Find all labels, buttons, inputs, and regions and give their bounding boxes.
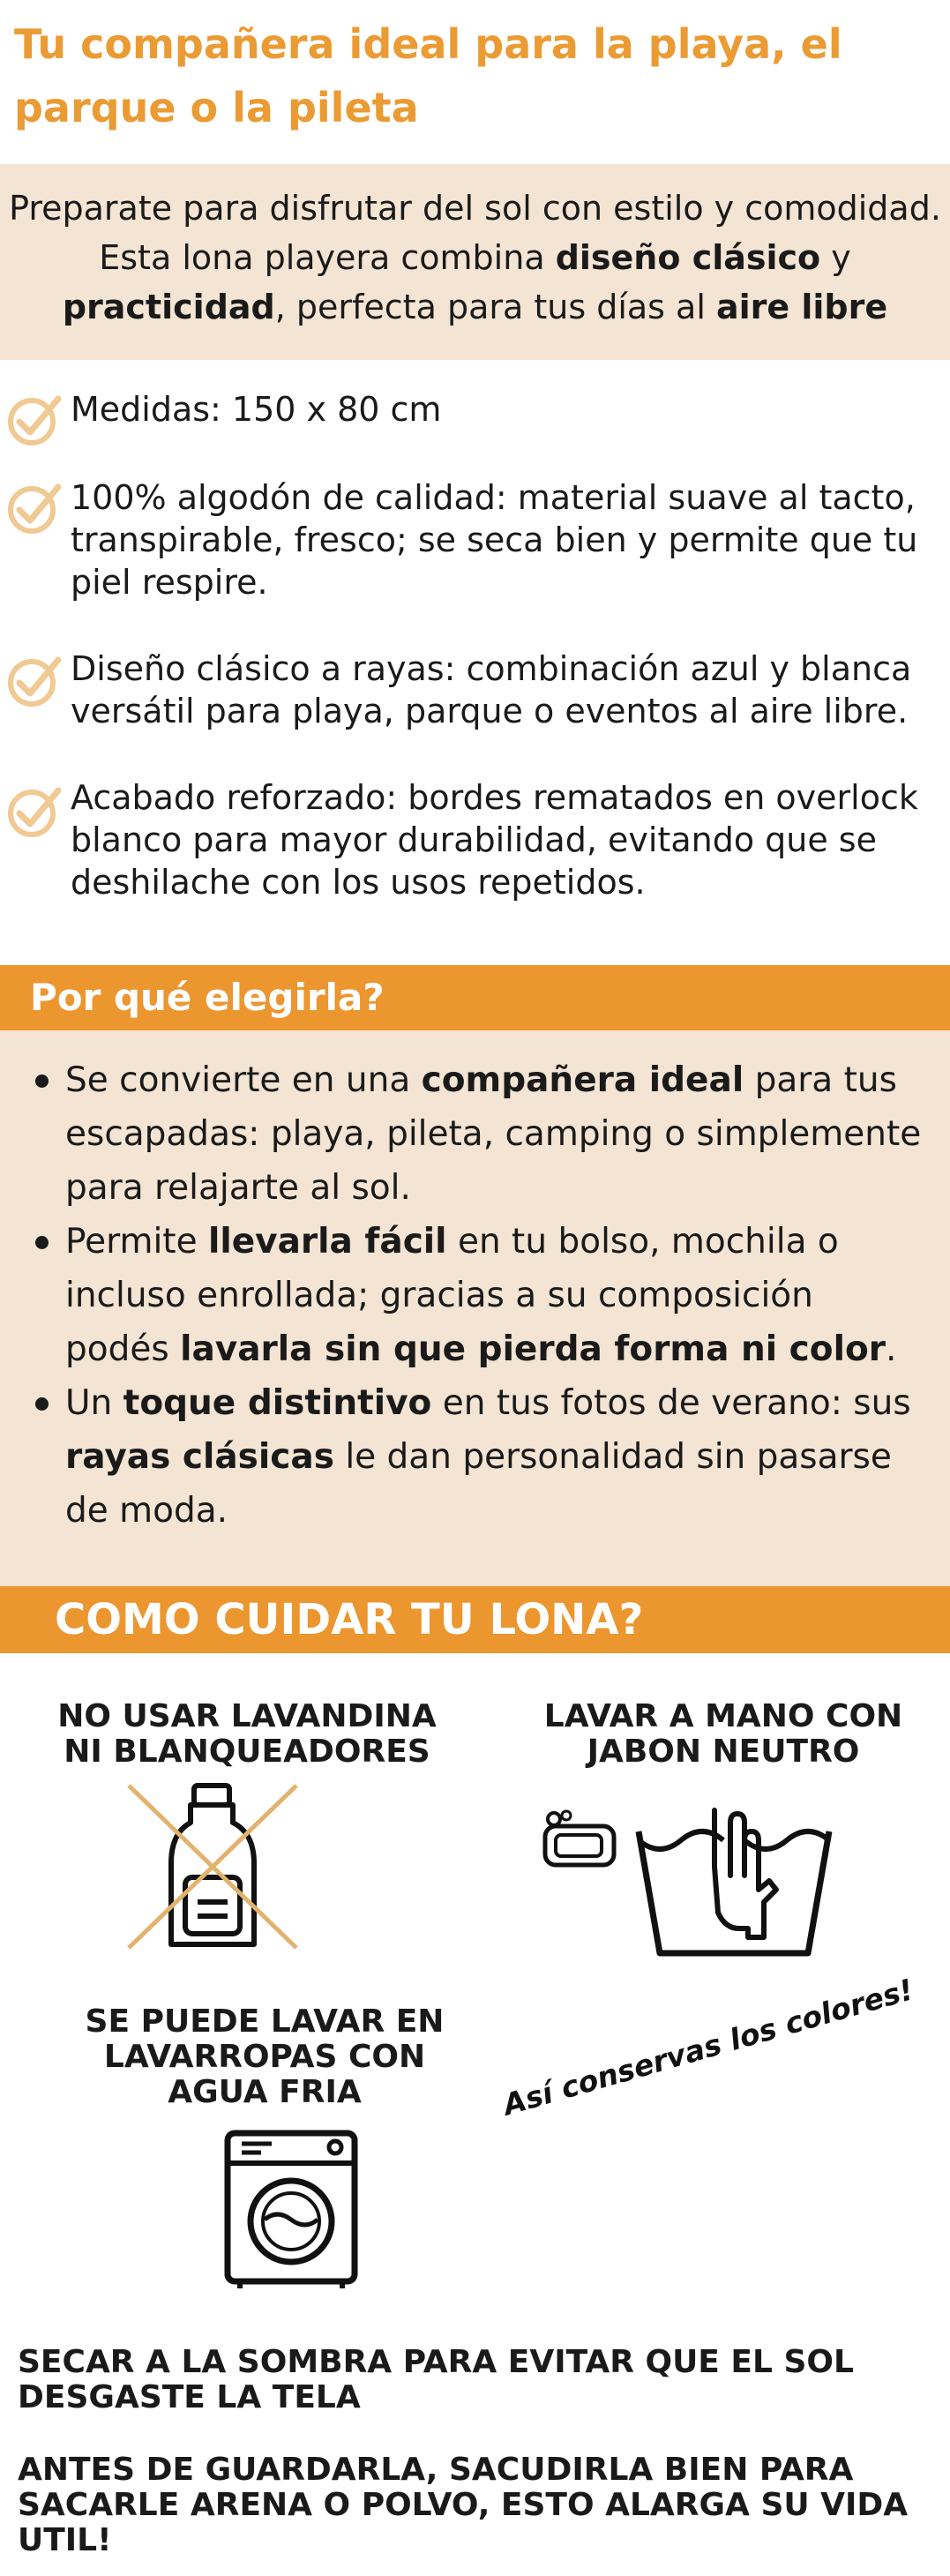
- bullet-icon: [35, 1236, 49, 1249]
- care-heading: COMO CUIDAR TU LONA?: [0, 1586, 950, 1653]
- page-title: Tu compañera ideal para la playa, el parque o la pileta: [14, 20, 842, 131]
- intro-text: , perfecta para tus días al: [274, 288, 716, 326]
- why-bold: llevarla fácil: [207, 1222, 447, 1262]
- intro-panel: [0, 164, 950, 360]
- colors-note: Así conservas los colores!: [499, 1972, 917, 2123]
- hand-wash-icon: [630, 1805, 838, 1960]
- check-icon: [5, 480, 62, 536]
- why-item: [30, 1376, 924, 1538]
- check-icon: [5, 653, 62, 709]
- why-list: [30, 1053, 924, 1538]
- bullet-icon: [35, 1075, 49, 1088]
- why-text: en tu bolso, mochila o incluso enrollada; gracias a su composición podés: [65, 1222, 839, 1369]
- why-item: [30, 1053, 924, 1215]
- why-bold: toque distintivo: [123, 1383, 432, 1423]
- feature-text: Diseño clásico a rayas: combinación azul y blanca versátil para playa, parque o eventos al aire libre.: [71, 649, 912, 730]
- intro-bold-classic: diseño clásico: [555, 238, 821, 277]
- why-bold: rayas clásicas: [65, 1437, 334, 1477]
- why-text: .: [885, 1329, 897, 1369]
- why-text: le dan personalidad sin pasarse de moda.: [65, 1437, 892, 1531]
- why-text: en tus fotos de verano: sus: [431, 1383, 911, 1423]
- feature-text: Medidas: 150 x 80 cm: [71, 390, 442, 429]
- check-icon: [5, 392, 62, 448]
- why-text: para tus escapadas: playa, pileta, camping o simplemente para relajarte al sol.: [65, 1060, 922, 1208]
- care-hand-wash-label: LAVAR A MANO CON JABON NEUTRO: [543, 1698, 903, 1770]
- bleach-bottle-icon: [122, 1778, 303, 1955]
- intro-text: Preparate para disfrutar del sol con estilo y comodidad. Esta lona playera combina: [9, 189, 941, 277]
- feature-text: 100% algodón de calidad: material suave al tacto, transpirable, fresco; se seca bien y permite que tu piel respire.: [71, 478, 918, 602]
- care-machine-label: SE PUEDE LAVAR EN LAVARROPAS CON AGUA FRIA: [85, 2003, 445, 2110]
- intro-bold-outdoors: aire libre: [715, 288, 888, 326]
- why-item: [30, 1215, 924, 1376]
- why-bold: lavarla sin que pierda forma ni color: [180, 1329, 886, 1369]
- washing-machine-icon: [222, 2128, 360, 2292]
- why-bold: compañera ideal: [421, 1060, 744, 1100]
- why-heading: Por qué elegirla?: [0, 965, 950, 1030]
- soap-icon: [540, 1808, 619, 1870]
- why-text: Permite: [65, 1222, 208, 1262]
- why-text: Se convierte en una: [65, 1060, 422, 1100]
- why-text: Un: [65, 1383, 123, 1423]
- feature-text: Acabado reforzado: bordes rematados en overlock blanco para mayor durabilidad, evitando que se deshilache con los usos repetidos.: [71, 778, 918, 902]
- intro-bold-practical: practicidad: [62, 288, 275, 326]
- care-shake-text: ANTES DE GUARDARLA, SACUDIRLA BIEN PARA SACARLE ARENA O POLVO, ESTO ALARGA SU VIDA UTIL!: [18, 2452, 909, 2558]
- care-shade-text: SECAR A LA SOMBRA PARA EVITAR QUE EL SOL DESGASTE LA TELA: [18, 2344, 854, 2415]
- care-no-bleach-label: NO USAR LAVANDINA NI BLANQUEADORES: [57, 1698, 437, 1770]
- check-icon: [5, 783, 62, 840]
- intro-text: y: [820, 238, 851, 277]
- why-panel: [0, 1030, 950, 1586]
- bullet-icon: [35, 1397, 49, 1411]
